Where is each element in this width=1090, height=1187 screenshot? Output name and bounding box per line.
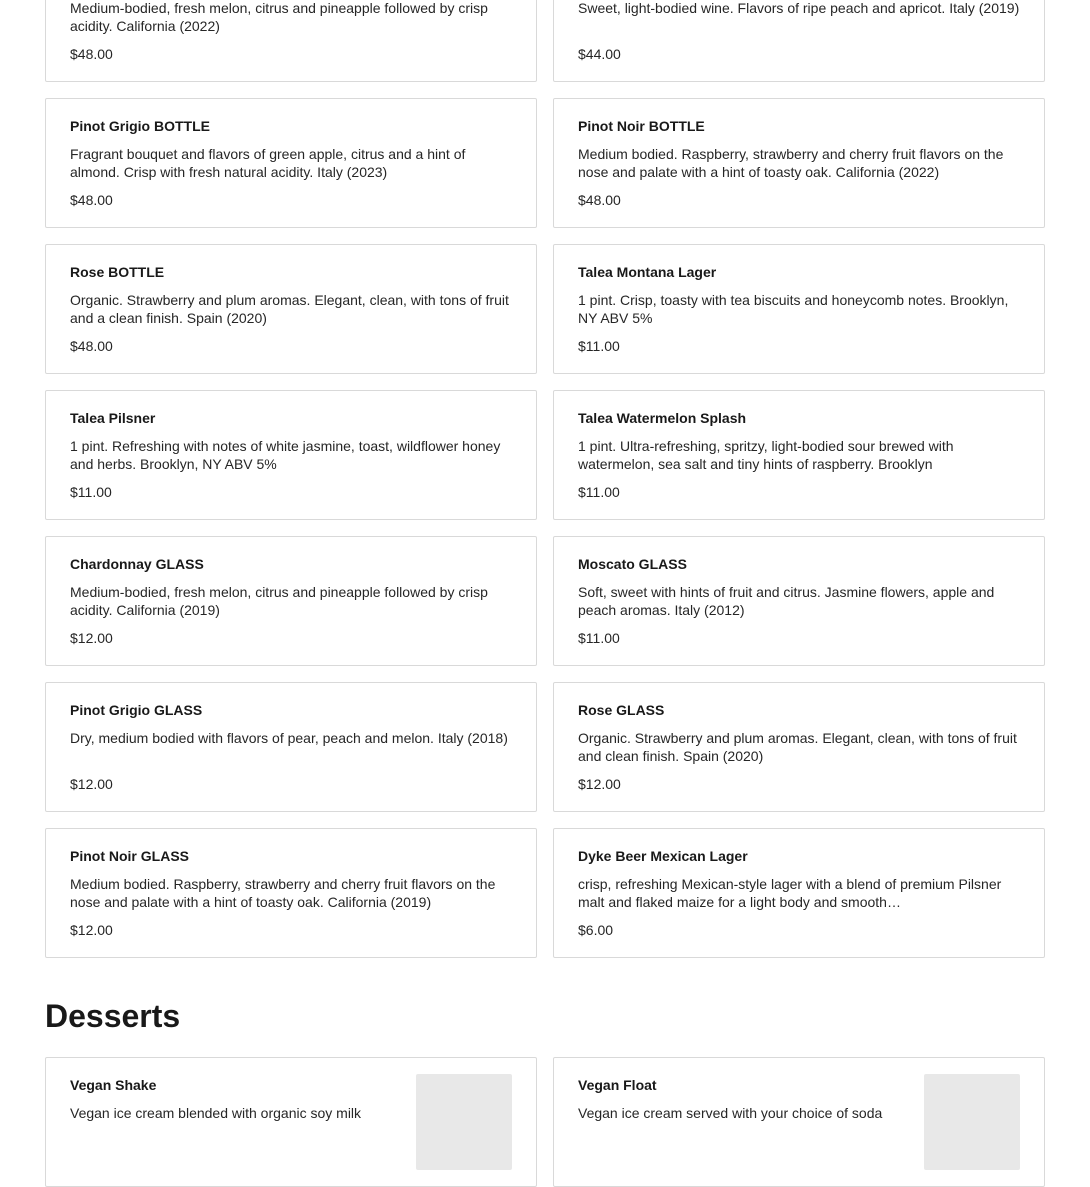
menu-item-price: $11.00 [578,630,620,646]
menu-item-card[interactable] [553,536,1045,666]
menu-item-description: 1 pint. Crisp, toasty with tea biscuits and honeycomb notes. Brooklyn, NY ABV 5% [578,292,1009,326]
menu-item-description: Soft, sweet with hints of fruit and citrus. Jasmine flowers, apple and peach aromas. Italy (2012) [578,584,995,618]
menu-item-price: $48.00 [578,192,621,208]
menu-item-card[interactable] [553,98,1045,228]
menu-item-card[interactable] [45,536,537,666]
menu-item-price: $11.00 [578,338,620,354]
menu-item-name: Talea Pilsner [70,410,156,426]
menu-item-description: Vegan ice cream blended with organic soy milk [70,1105,362,1121]
menu-item-image [416,1074,512,1170]
menu-item-name: Talea Watermelon Splash [578,410,747,426]
section-title-desserts: Desserts [45,998,181,1034]
menu-item-price: $48.00 [70,338,113,354]
menu-item-price: $12.00 [578,776,621,792]
menu-item-description: 1 pint. Ultra-refreshing, spritzy, light-bodied sour brewed with watermelon, sea salt and tiny hints of raspberry. Brooklyn [578,438,954,472]
menu-item-name: Pinot Grigio GLASS [70,702,203,718]
menu-item-name: Chardonnay GLASS [70,556,204,572]
menu-item-name: Pinot Noir GLASS [70,848,189,864]
menu-item-card[interactable] [553,828,1045,958]
menu-item-description: Organic. Strawberry and plum aromas. Elegant, clean, with tons of fruit and a clean finish. Spain (2020) [70,292,509,326]
menu-item-description: 1 pint. Refreshing with notes of white jasmine, toast, wildflower honey and herbs. Brooklyn, NY ABV 5% [70,438,501,472]
menu-item-card[interactable] [553,244,1045,374]
menu-item-card[interactable] [553,0,1045,82]
menu-item-price: $12.00 [70,630,113,646]
menu-item-price: $12.00 [70,776,113,792]
menu-item-card[interactable] [45,1057,537,1187]
menu-item-description: Medium-bodied, fresh melon, citrus and pineapple followed by crisp acidity. California (2022) [70,0,488,34]
menu-item-name: Pinot Noir BOTTLE [578,118,705,134]
menu-item-name: Moscato GLASS [578,556,687,572]
menu-item-image [924,1074,1020,1170]
menu-item-price: $11.00 [578,484,620,500]
menu-item-card[interactable] [45,0,537,82]
menu-item-card[interactable] [45,390,537,520]
menu-item-grid [45,0,1045,958]
menu-item-description: Sweet, light-bodied wine. Flavors of ripe peach and apricot. Italy (2019) [578,0,1020,16]
menu-item-name: Dyke Beer Mexican Lager [578,848,748,864]
menu-item-card[interactable] [553,682,1045,812]
menu-item-name: Vegan Shake [70,1077,157,1093]
menu-item-description: crisp, refreshing Mexican-style lager with a blend of premium Pilsner malt and flaked maize for a light body and smooth… [578,876,1002,910]
menu-item-card[interactable] [553,1057,1045,1187]
menu-item-description: Medium bodied. Raspberry, strawberry and cherry fruit flavors on the nose and palate with a hint of toasty oak. California (2019) [70,876,496,910]
menu-item-card[interactable] [45,682,537,812]
menu-item-description: Vegan ice cream served with your choice of soda [578,1105,883,1121]
menu-item-description: Medium-bodied, fresh melon, citrus and pineapple followed by crisp acidity. California (2019) [70,584,488,618]
menu-item-card[interactable] [45,828,537,958]
menu-item-description: Medium bodied. Raspberry, strawberry and cherry fruit flavors on the nose and palate with a hint of toasty oak. California (2022) [578,146,1004,180]
menu-item-description: Dry, medium bodied with flavors of pear, peach and melon. Italy (2018) [70,730,508,746]
menu-item-card[interactable] [553,390,1045,520]
menu-item-name: Rose BOTTLE [70,264,165,280]
menu-item-price: $48.00 [70,192,113,208]
desserts-grid [45,1057,1045,1187]
menu-item-description: Organic. Strawberry and plum aromas. Elegant, clean, with tons of fruit and clean finish. Spain (2020) [578,730,1017,764]
menu-item-name: Rose GLASS [578,702,665,718]
menu-item-price: $48.00 [70,46,113,62]
menu-item-card[interactable] [45,244,537,374]
menu-item-card[interactable] [45,98,537,228]
menu-item-name: Talea Montana Lager [578,264,717,280]
menu-item-price: $11.00 [70,484,112,500]
menu-item-name: Vegan Float [578,1077,657,1093]
menu-item-price: $12.00 [70,922,113,938]
menu-item-price: $6.00 [578,922,614,938]
menu-item-name: Pinot Grigio BOTTLE [70,118,210,134]
menu-item-price: $44.00 [578,46,621,62]
menu-item-description: Fragrant bouquet and flavors of green apple, citrus and a hint of almond. Crisp with fresh natural acidity. Italy (2023) [70,146,466,180]
